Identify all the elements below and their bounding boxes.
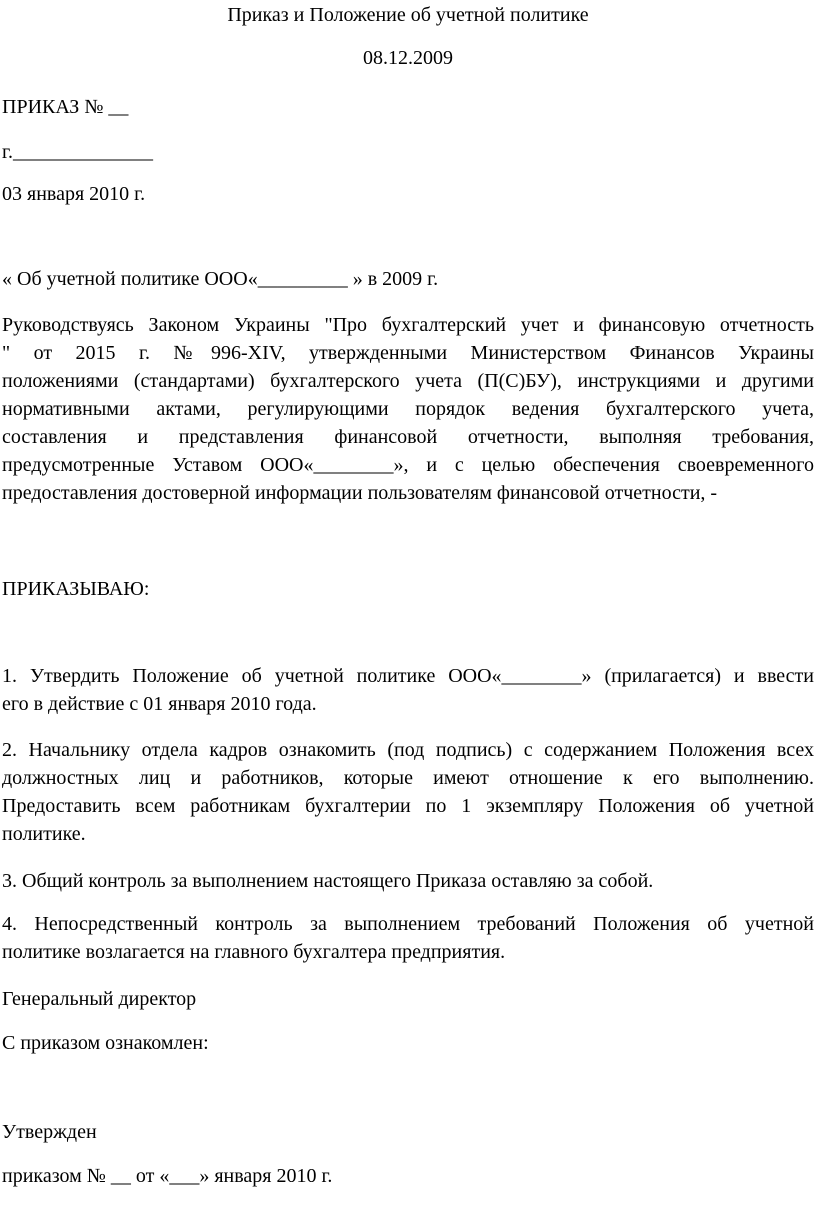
item-line: политике возлагается на главного бухгалтера предприятия.: [2, 941, 506, 963]
approved-by-line: приказом № __ от «___» января 2010 г.: [2, 1165, 333, 1187]
item-line: 1. Утвердить Положение об учетной политике ООО«________» (прилагается) и ввести: [2, 665, 814, 687]
preamble-line: составления и представления финансовой отчетности, выполняя требования,: [2, 426, 814, 448]
order-item-2: [2, 738, 814, 850]
preamble-line: положениями (стандартами) бухгалтерского учета (П(С)БУ), инструкциями и другими: [2, 370, 814, 392]
item-line: его в действие с 01 января 2010 года.: [2, 693, 317, 715]
acknowledged-line: С приказом ознакомлен:: [2, 1032, 209, 1054]
order-item-4: [2, 912, 814, 968]
preamble-paragraph: [2, 313, 814, 509]
order-item-1: [2, 664, 814, 720]
preamble-line: предоставления достоверной информации пользователям финансовой отчетности, -: [2, 482, 718, 504]
preamble-line: " от 2015 г. №996-XIV, утвержденными Министерством Финансов Украины: [2, 342, 814, 364]
signatory: Генеральный директор: [2, 988, 197, 1010]
order-word: ПРИКАЗЫВАЮ:: [2, 578, 150, 600]
order-subject: « Об учетной политике ООО«_________ » в 2009 г.: [2, 268, 439, 290]
item-line: 2. Начальнику отдела кадров ознакомить (под подпись) с содержанием Положения всех: [2, 739, 814, 761]
approved-label: Утвержден: [2, 1121, 97, 1143]
order-item-3: 3. Общий контроль за выполнением настоящего Приказа оставляю за собой.: [2, 870, 654, 892]
order-date: 03 января 2010 г.: [2, 183, 146, 205]
document-date: 08.12.2009: [363, 47, 453, 69]
city-line: г.______________: [2, 141, 153, 163]
order-number: ПРИКАЗ № __: [2, 96, 129, 118]
item-line: политике.: [2, 823, 86, 845]
document-title: Приказ и Положение об учетной политике: [227, 4, 589, 26]
item-line: должностных лиц и работников, которые имеют отношение к его выполнению.: [2, 767, 814, 789]
item-line: Предоставить всем работникам бухгалтерии по 1 экземпляру Положения об учетной: [2, 795, 814, 817]
preamble-line: нормативными актами, регулирующими порядок ведения бухгалтерского учета,: [2, 398, 814, 420]
preamble-line: Руководствуясь Законом Украины "Про бухгалтерский учет и финансовую отчетность: [2, 314, 814, 336]
item-line: 4. Непосредственный контроль за выполнением требований Положения об учетной: [2, 913, 814, 935]
preamble-line: предусмотренные Уставом ООО«________», и с целью обеспечения своевременного: [2, 454, 814, 476]
